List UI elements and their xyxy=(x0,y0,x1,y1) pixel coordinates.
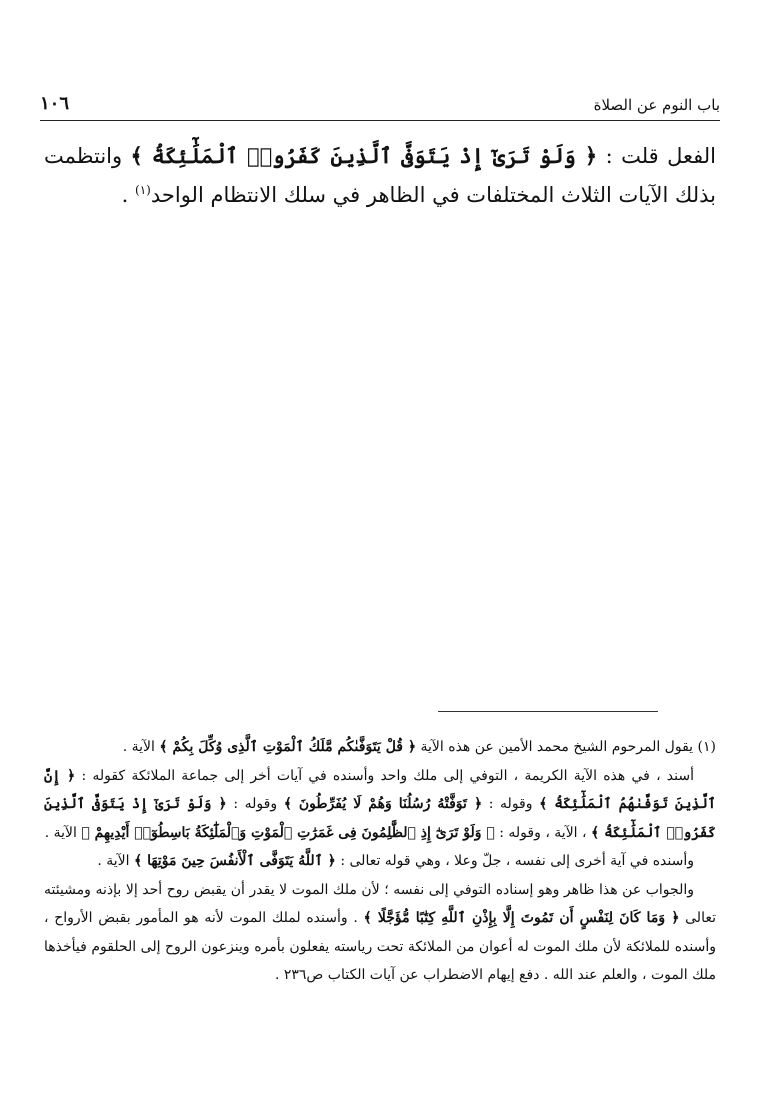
quran-quote: ﴿ إِنَّ ٱلَّذِينَ تَوَفَّىٰهُمُ ٱلْمَلَٰٓئِكَةُ ﴾ xyxy=(44,767,717,812)
footnotes xyxy=(44,733,716,990)
header-rule xyxy=(40,120,720,121)
quran-quote: ﴿ وَلَوْ تَرَىٰٓ إِذْ يَتَوَفَّى ٱلَّذِينَ كَفَرُوا۟ ٱلْمَلَٰٓئِكَةُ ﴾ xyxy=(44,796,716,841)
body-text-prefix: الفعل قلت : xyxy=(597,144,716,168)
body-text-end: . xyxy=(121,183,136,207)
footnote-text: . وأسنده لملك الموت لأنه هو المأمور بقبض الأرواح ، وأسنده للملائكة لأن ملك الموت له أعوان من الملائكة تحت رياسته يفعلون بأمره وينزعون الروح إلى الحلقوم فيأخذها ملك الموت ، والعلم عند الله . دفع إيهام الاضطراب عن آيات الكتاب ص٢٣٦ . xyxy=(44,910,716,983)
footnote-paragraph xyxy=(44,733,716,762)
page-header xyxy=(40,92,720,118)
footnote-paragraph xyxy=(44,762,716,848)
footnote-paragraph xyxy=(44,847,716,876)
footnote-text: يقول المرحوم الشيخ محمد الأمين عن هذه الآية xyxy=(416,739,698,755)
footnote-text: الآية . xyxy=(97,853,135,869)
quran-quote: ﴿ قُلْ يَتَوَفَّىٰكُم مَّلَكُ ٱلْمَوْتِ ٱلَّذِى وُكِّلَ بِكُمْ ﴾ xyxy=(159,739,417,755)
page-number: ١٠٦ xyxy=(40,93,70,114)
footnote-number: (١) xyxy=(697,739,716,755)
footnote-text: وقوله : xyxy=(226,796,284,812)
quran-quote: ﴿ وَلَوْ تَرَىٰٓ إِذْ يَتَوَفَّى ٱلَّذِينَ كَفَرُوا۟ ٱلْمَلَٰٓئِكَةُ ﴾ xyxy=(130,143,598,168)
quran-quote: ﴿ وَلَوْ تَرَىٰٓ إِذِ ٱلظَّٰلِمُونَ فِى غَمَرَٰتِ ٱلْمَوْتِ وَٱلْمَلَٰٓئِكَةُ بَاسِطُوٓا۟ أَيْدِيهِمْ ﴾ xyxy=(81,824,495,841)
footnote-text: الآية . xyxy=(44,824,82,841)
footnote-text: والجواب عن هذا ظاهر وهو إسناده التوفي إلى نفسه ؛ لأن ملك الموت لا يقدر أن يقبض روح أحد إلا بإذنه ومشيئته تعالى xyxy=(44,881,716,926)
footnote-text: وأسنده في آية أخرى إلى نفسه ، جلّ وعلا ، وهي قوله تعالى : xyxy=(335,853,694,869)
footnote-text: ، الآية ، وقوله : xyxy=(494,824,591,841)
footnote-text: وقوله : xyxy=(482,796,540,812)
footnote-text: الآية . xyxy=(122,739,160,755)
main-text xyxy=(44,136,716,215)
footnote-paragraph xyxy=(44,876,716,990)
footnote-separator xyxy=(438,711,658,712)
footnote-text: أسند ، في هذه الآية الكريمة ، التوفي إلى ملك واحد وأسنده في آيات أخر إلى جماعة الملائكة كقوله : xyxy=(75,767,694,784)
quran-quote: ﴿ ٱللَّهُ يَتَوَفَّى ٱلْأَنفُسَ حِينَ مَوْتِهَا ﴾ xyxy=(134,853,336,869)
footnote-reference: (١) xyxy=(135,183,151,197)
quran-quote: ﴿ تَوَفَّتْهُ رُسُلُنَا وَهُمْ لَا يُفَرِّطُونَ ﴾ xyxy=(283,796,483,812)
running-head: باب النوم عن الصلاة xyxy=(593,96,720,114)
body-text-suffix: وانتظمت بذلك الآيات الثلاث المختلفات في الظاهر في سلك الانتظام الواحد xyxy=(44,144,716,207)
quran-quote: ﴿ وَمَا كَانَ لِنَفْسٍ أَن تَمُوتَ إِلَّا بِإِذْنِ ٱللَّهِ كِتَٰبًا مُّؤَجَّلًا ﴾ xyxy=(363,910,680,926)
